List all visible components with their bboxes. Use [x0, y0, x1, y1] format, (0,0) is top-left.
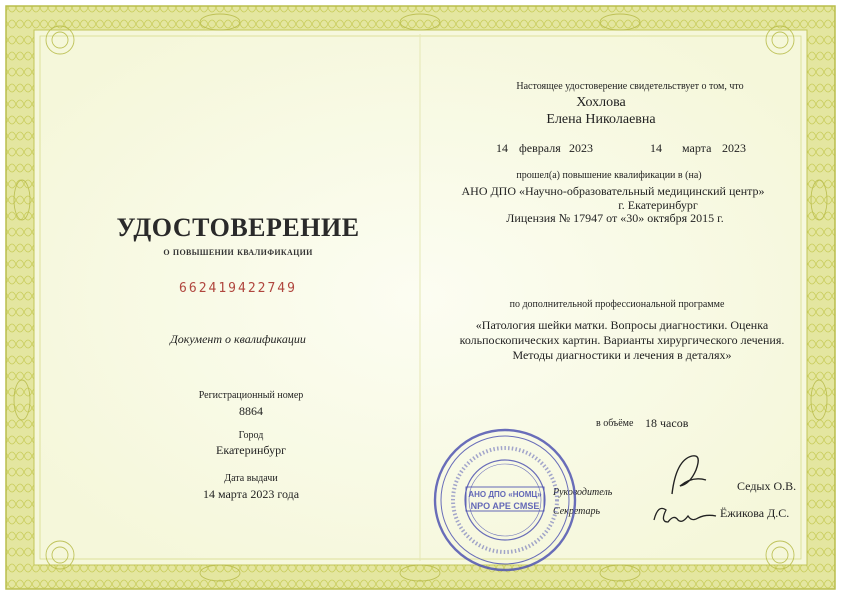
volume-value: 18 часов [645, 416, 689, 430]
secretary-signature-icon [650, 500, 720, 530]
registration-label: Регистрационный номер [198, 390, 304, 401]
serial-number: 662419422749 [179, 281, 297, 296]
head-signature-icon [662, 450, 712, 498]
start-year: 2023 [569, 141, 593, 155]
start-month: февраля [519, 141, 561, 155]
certificate-title: УДОСТОВЕРЕНИЕ [116, 213, 360, 242]
intro-text: Настоящее удостоверение свидетельствует о том, что [516, 81, 744, 92]
issue-date: 14 марта 2023 года [202, 487, 300, 501]
organization-stamp-icon [430, 425, 580, 575]
program-name: «Патология шейки матки. Вопросы диагностики. Оценка кольпоскопических картин. Варианты хирургического лечения. Методы диагностики и лечения в деталях» [459, 318, 785, 362]
registration-number: 8864 [239, 404, 263, 418]
certificate-subtitle: о повышении квалификации [163, 246, 313, 258]
city-label: Город [238, 430, 264, 441]
program-intro: по дополнительной профессиональной программе [509, 299, 725, 310]
recipient-surname: Хохлова [576, 95, 626, 110]
head-label: Руководитель [553, 487, 613, 498]
city-value: Екатеринбург [216, 443, 286, 457]
end-day: 14 [650, 141, 662, 155]
organization-name: АНО ДПО «Научно-образовательный медицинский центр» [461, 184, 765, 198]
stamp-center-line2: NPO APE CMSE [470, 501, 540, 511]
head-name: Седых О.В. [737, 479, 797, 493]
end-month: марта [682, 141, 712, 155]
end-year: 2023 [722, 141, 746, 155]
organization-city: г. Екатеринбург [618, 198, 698, 212]
stamp-center-line1: АНО ДПО «НОМЦ» [468, 490, 542, 499]
secretary-label: Секретарь [553, 506, 601, 517]
secretary-name: Ёжикова Д.С. [720, 506, 790, 520]
issue-date-label: Дата выдачи [224, 473, 278, 484]
recipient-given-names: Елена Николаевна [546, 112, 656, 127]
license-text: Лицензия № 17947 от «30» октября 2015 г. [506, 211, 724, 225]
volume-label: в объёме [596, 418, 634, 429]
document-type: Документ о квалификации [170, 332, 306, 346]
start-day: 14 [496, 141, 508, 155]
passed-text: прошел(а) повышение квалификации в (на) [516, 170, 702, 181]
